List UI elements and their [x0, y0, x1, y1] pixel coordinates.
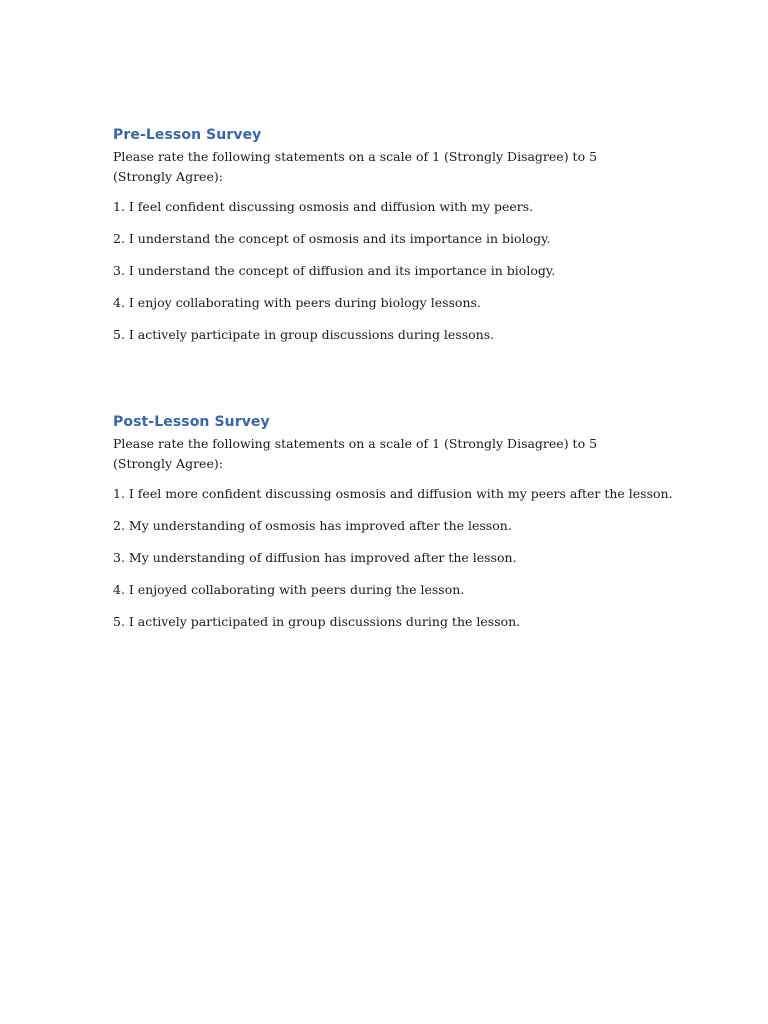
post-lesson-survey-instructions: Please rate the following statements on a scale of 1 (Strongly Disagree) to 5 (Strongly Agree): [113, 436, 598, 471]
pre-survey-statement-2: 2. I understand the concept of osmosis and its importance in biology. [113, 231, 551, 246]
pre-survey-statement-3: 3. I understand the concept of diffusion and its importance in biology. [113, 263, 556, 278]
post-lesson-survey-section [113, 412, 673, 632]
post-survey-statement-4: 4. I enjoyed collaborating with peers during the lesson. [113, 582, 465, 597]
pre-survey-statement-4: 4. I enjoy collaborating with peers during biology lessons. [113, 295, 481, 310]
post-survey-statement-2: 2. My understanding of osmosis has improved after the lesson. [113, 518, 512, 533]
pre-survey-statement-5: 5. I actively participate in group discussions during lessons. [113, 327, 495, 342]
pre-lesson-survey-heading: Pre-Lesson Survey [113, 127, 262, 143]
post-survey-statement-1: 1. I feel more confident discussing osmosis and diffusion with my peers after the lesson. [113, 486, 673, 501]
post-survey-statement-5: 5. I actively participated in group discussions during the lesson. [113, 614, 521, 629]
post-lesson-survey-heading: Post-Lesson Survey [113, 414, 270, 430]
pre-survey-statement-1: 1. I feel confident discussing osmosis and diffusion with my peers. [113, 199, 534, 214]
pre-lesson-survey-statements [113, 197, 643, 345]
pre-lesson-survey-section [113, 125, 643, 345]
pre-lesson-survey-instructions: Please rate the following statements on a scale of 1 (Strongly Disagree) to 5 (Strongly Agree): [113, 149, 598, 184]
post-survey-statement-3: 3. My understanding of diffusion has improved after the lesson. [113, 550, 517, 565]
post-lesson-survey-statements [113, 484, 673, 632]
